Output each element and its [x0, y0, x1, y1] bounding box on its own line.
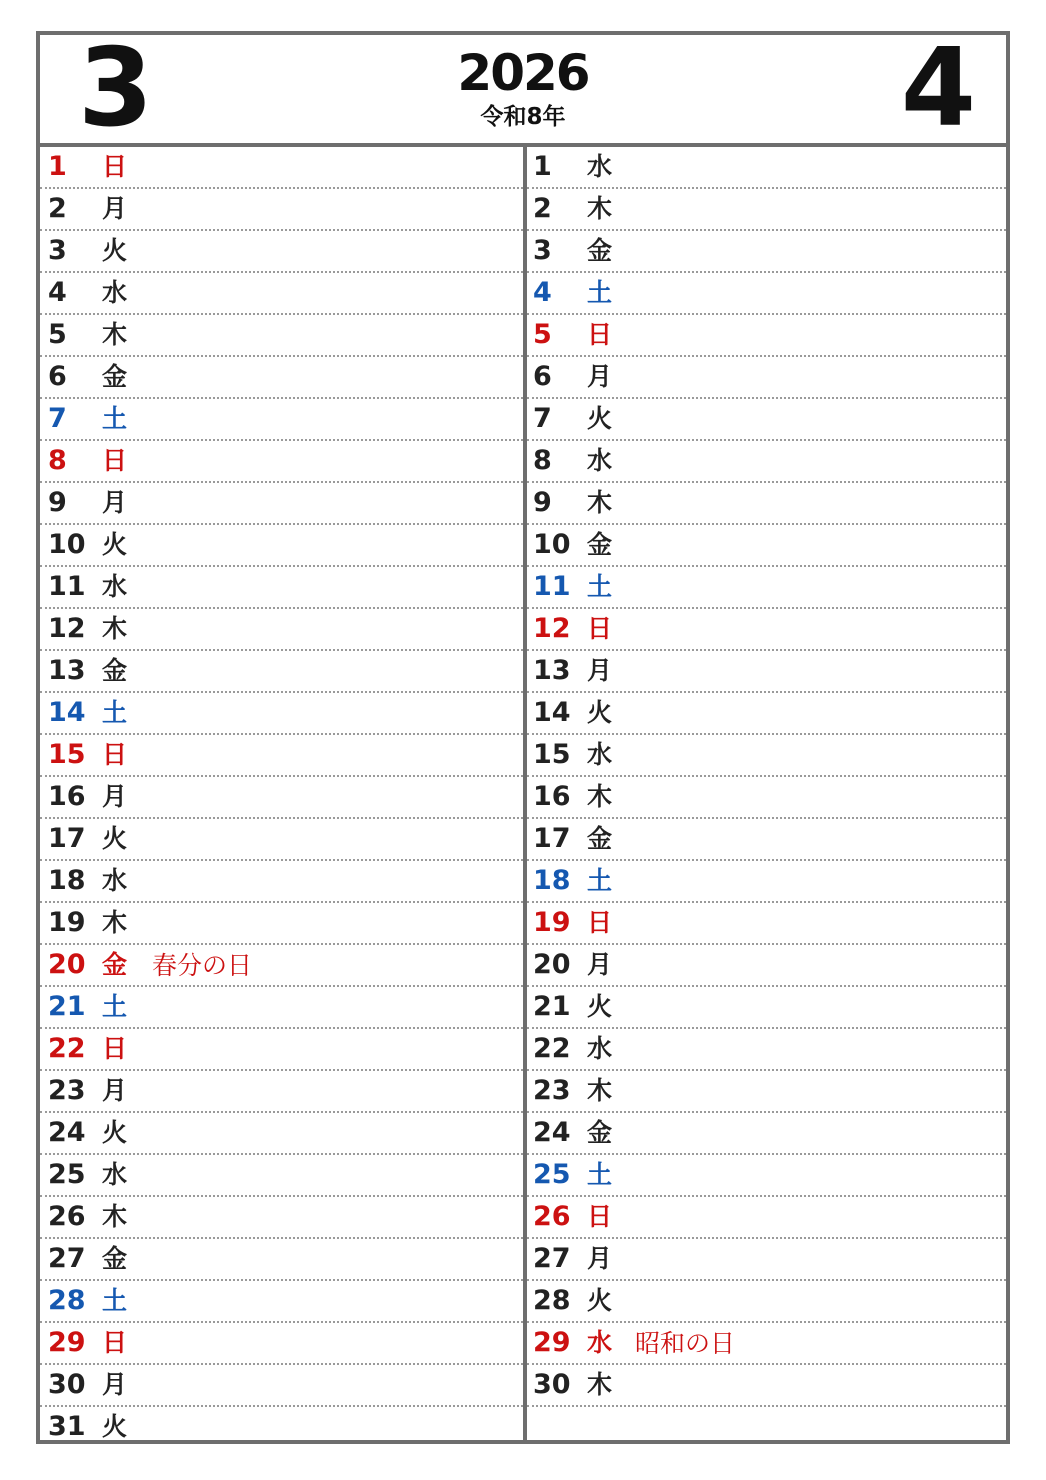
day-number: 9 [533, 487, 552, 518]
day-of-week: 水 [587, 152, 613, 181]
day-row [40, 693, 523, 735]
day-number: 5 [48, 319, 67, 350]
day-of-week: 月 [102, 1076, 128, 1105]
day-row [527, 609, 1006, 651]
day-number: 28 [48, 1285, 86, 1316]
day-number: 12 [48, 613, 86, 644]
day-number: 29 [533, 1327, 571, 1358]
day-of-week: 土 [587, 278, 613, 307]
day-of-week: 火 [587, 1286, 613, 1315]
day-of-week: 木 [102, 908, 128, 937]
day-number: 3 [48, 235, 67, 266]
day-of-week: 日 [587, 614, 613, 643]
day-number: 16 [533, 781, 571, 812]
day-row [527, 1239, 1006, 1281]
day-of-week: 水 [102, 866, 128, 895]
day-of-week: 土 [102, 698, 128, 727]
day-number: 28 [533, 1285, 571, 1316]
day-row [40, 987, 523, 1029]
day-of-week: 木 [587, 194, 613, 223]
day-of-week: 日 [587, 1202, 613, 1231]
day-of-week: 金 [102, 950, 128, 979]
day-row [527, 1029, 1006, 1071]
day-of-week: 月 [102, 194, 128, 223]
day-row [40, 231, 523, 273]
day-row [527, 777, 1006, 819]
day-of-week: 水 [102, 1160, 128, 1189]
day-number: 16 [48, 781, 86, 812]
day-row [40, 315, 523, 357]
day-of-week: 土 [587, 1160, 613, 1189]
day-number: 21 [533, 991, 571, 1022]
day-row [527, 903, 1006, 945]
day-row [527, 1155, 1006, 1197]
day-row [40, 777, 523, 819]
day-of-week: 火 [102, 1412, 128, 1441]
day-row [527, 945, 1006, 987]
day-of-week: 月 [587, 362, 613, 391]
day-of-week: 木 [587, 1076, 613, 1105]
day-number: 27 [48, 1243, 86, 1274]
day-number: 9 [48, 487, 67, 518]
day-number: 15 [48, 739, 86, 770]
day-number: 20 [48, 949, 86, 980]
day-row [40, 1029, 523, 1071]
day-row [40, 525, 523, 567]
day-of-week: 月 [102, 488, 128, 517]
day-of-week: 火 [587, 992, 613, 1021]
day-of-week: 水 [587, 1328, 613, 1357]
day-row [527, 273, 1006, 315]
day-row [527, 567, 1006, 609]
day-number: 19 [48, 907, 86, 938]
day-row [527, 735, 1006, 777]
day-row [527, 1407, 1006, 1449]
day-row [527, 357, 1006, 399]
day-row [40, 1197, 523, 1239]
day-number: 23 [48, 1075, 86, 1106]
day-of-week: 土 [102, 992, 128, 1021]
day-row [40, 1113, 523, 1155]
day-of-week: 木 [102, 1202, 128, 1231]
day-of-week: 金 [587, 1118, 613, 1147]
day-number: 21 [48, 991, 86, 1022]
day-number: 14 [533, 697, 571, 728]
march-column [40, 147, 523, 1449]
day-number: 17 [533, 823, 571, 854]
day-number: 1 [533, 151, 552, 182]
day-row [527, 231, 1006, 273]
day-number: 24 [48, 1117, 86, 1148]
day-number: 13 [48, 655, 86, 686]
day-row [527, 1071, 1006, 1113]
day-row [527, 147, 1006, 189]
day-number: 25 [533, 1159, 571, 1190]
day-number: 22 [48, 1033, 86, 1064]
day-of-week: 日 [102, 740, 128, 769]
day-number: 27 [533, 1243, 571, 1274]
day-number: 8 [48, 445, 67, 476]
day-row [527, 1197, 1006, 1239]
day-number: 3 [533, 235, 552, 266]
day-row [40, 357, 523, 399]
day-row [527, 399, 1006, 441]
day-row [40, 1407, 523, 1449]
day-of-week: 月 [102, 1370, 128, 1399]
day-number: 29 [48, 1327, 86, 1358]
day-of-week: 水 [102, 278, 128, 307]
day-of-week: 火 [102, 530, 128, 559]
day-row [40, 273, 523, 315]
day-of-week: 金 [587, 530, 613, 559]
day-of-week: 金 [102, 1244, 128, 1273]
day-number: 30 [48, 1369, 86, 1400]
day-number: 18 [48, 865, 86, 896]
day-row [40, 147, 523, 189]
day-row [527, 1323, 1006, 1365]
calendar-frame [36, 26, 1010, 1444]
day-of-week: 水 [587, 446, 613, 475]
day-number: 2 [533, 193, 552, 224]
day-row [40, 609, 523, 651]
day-number: 22 [533, 1033, 571, 1064]
day-number: 11 [48, 571, 86, 602]
day-of-week: 金 [102, 362, 128, 391]
day-number: 13 [533, 655, 571, 686]
day-row [40, 1323, 523, 1365]
day-number: 5 [533, 319, 552, 350]
day-row [40, 483, 523, 525]
day-number: 23 [533, 1075, 571, 1106]
day-of-week: 日 [587, 320, 613, 349]
day-number: 4 [533, 277, 552, 308]
day-of-week: 水 [102, 572, 128, 601]
day-row [40, 567, 523, 609]
day-number: 12 [533, 613, 571, 644]
calendar-header [40, 26, 1006, 151]
day-of-week: 日 [102, 1328, 128, 1357]
day-row [40, 1239, 523, 1281]
day-number: 14 [48, 697, 86, 728]
day-row [527, 1281, 1006, 1323]
day-number: 7 [533, 403, 552, 434]
day-row [527, 861, 1006, 903]
day-number: 25 [48, 1159, 86, 1190]
day-of-week: 金 [587, 236, 613, 265]
day-number: 19 [533, 907, 571, 938]
day-number: 26 [48, 1201, 86, 1232]
day-row [40, 441, 523, 483]
day-row [40, 903, 523, 945]
day-row [527, 693, 1006, 735]
day-row [527, 987, 1006, 1029]
day-of-week: 月 [587, 656, 613, 685]
calendar-body [40, 147, 1006, 1440]
day-of-week: 木 [102, 614, 128, 643]
era-subtitle: 令和8年 [480, 104, 566, 130]
day-row [40, 399, 523, 441]
day-of-week: 水 [587, 740, 613, 769]
day-number: 18 [533, 865, 571, 896]
day-of-week: 土 [102, 404, 128, 433]
day-row [40, 1365, 523, 1407]
day-number: 8 [533, 445, 552, 476]
day-number: 6 [533, 361, 552, 392]
year-title: 2026 [457, 44, 589, 102]
day-of-week: 金 [587, 824, 613, 853]
day-of-week: 日 [587, 908, 613, 937]
day-number: 15 [533, 739, 571, 770]
day-of-week: 火 [587, 404, 613, 433]
april-column [527, 147, 1006, 1449]
day-row [40, 861, 523, 903]
day-row [527, 1365, 1006, 1407]
day-number: 20 [533, 949, 571, 980]
day-number: 1 [48, 151, 67, 182]
holiday-name: 昭和の日 [635, 1329, 736, 1358]
day-row [527, 525, 1006, 567]
day-number: 26 [533, 1201, 571, 1232]
day-number: 10 [533, 529, 571, 560]
day-row [40, 1071, 523, 1113]
day-number: 17 [48, 823, 86, 854]
day-of-week: 火 [102, 1118, 128, 1147]
day-of-week: 火 [102, 236, 128, 265]
day-number: 6 [48, 361, 67, 392]
holiday-name: 春分の日 [152, 951, 253, 980]
day-number: 2 [48, 193, 67, 224]
day-of-week: 木 [102, 320, 128, 349]
day-number: 31 [48, 1411, 86, 1442]
day-of-week: 月 [587, 950, 613, 979]
day-row [40, 735, 523, 777]
day-of-week: 木 [587, 782, 613, 811]
day-row [40, 819, 523, 861]
day-row [40, 1155, 523, 1197]
day-number: 30 [533, 1369, 571, 1400]
day-row [527, 441, 1006, 483]
day-of-week: 日 [102, 152, 128, 181]
day-number: 4 [48, 277, 67, 308]
day-row [527, 1113, 1006, 1155]
day-row [40, 651, 523, 693]
day-of-week: 日 [102, 446, 128, 475]
day-row [527, 819, 1006, 861]
day-of-week: 月 [587, 1244, 613, 1273]
day-of-week: 金 [102, 656, 128, 685]
day-row [40, 189, 523, 231]
day-of-week: 日 [102, 1034, 128, 1063]
day-of-week: 土 [587, 866, 613, 895]
day-row [40, 1281, 523, 1323]
day-of-week: 木 [587, 1370, 613, 1399]
day-row [40, 945, 523, 987]
day-row [527, 189, 1006, 231]
day-number: 24 [533, 1117, 571, 1148]
day-row [527, 315, 1006, 357]
day-of-week: 土 [587, 572, 613, 601]
day-number: 10 [48, 529, 86, 560]
day-of-week: 火 [587, 698, 613, 727]
right-month-number: 4 [900, 26, 976, 151]
day-of-week: 火 [102, 824, 128, 853]
day-number: 11 [533, 571, 571, 602]
day-of-week: 木 [587, 488, 613, 517]
day-of-week: 月 [102, 782, 128, 811]
day-of-week: 土 [102, 1286, 128, 1315]
day-row [527, 651, 1006, 693]
left-month-number: 3 [78, 26, 154, 151]
day-of-week: 水 [587, 1034, 613, 1063]
day-row [527, 483, 1006, 525]
day-number: 7 [48, 403, 67, 434]
